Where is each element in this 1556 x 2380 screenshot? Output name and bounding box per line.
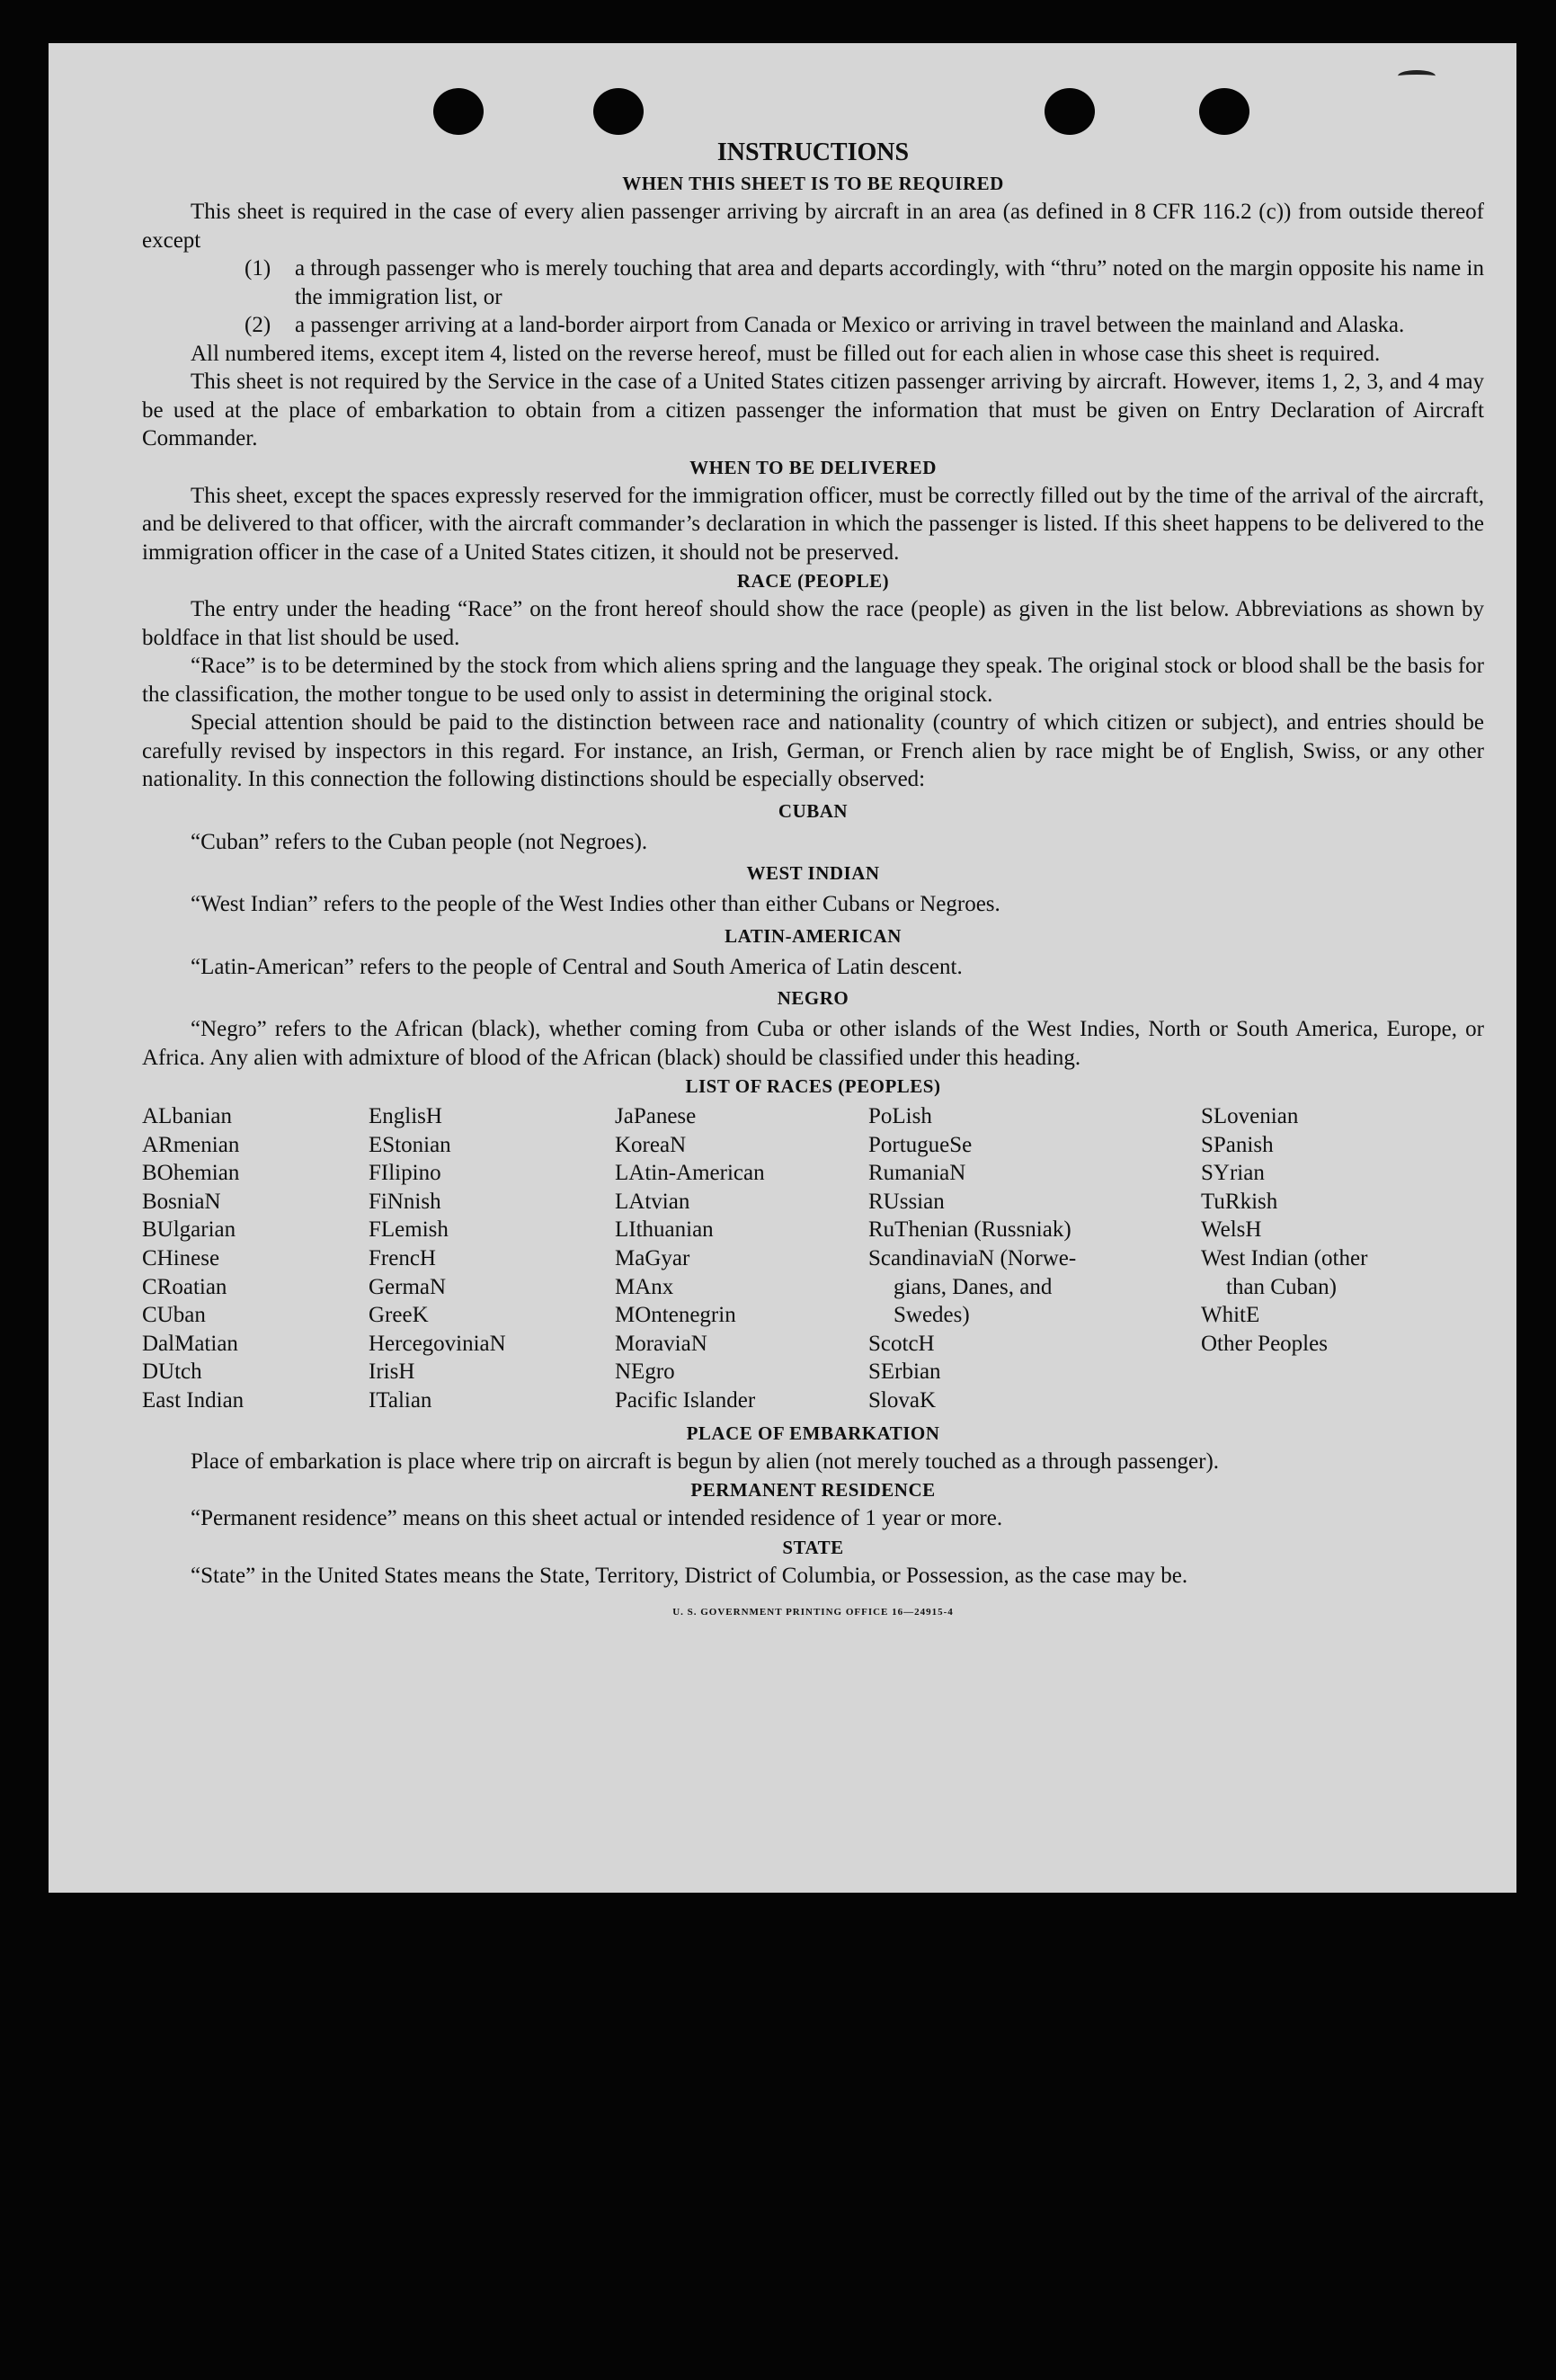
race-list-item: ScotcH <box>868 1331 935 1356</box>
section-heading-embarkation: PLACE OF EMBARKATION <box>686 1422 940 1444</box>
race-list-item: gians, Danes, and <box>894 1274 1053 1299</box>
race-list-item: ScandinaviaN (Norwe- <box>868 1245 1077 1270</box>
section-heading-required: WHEN THIS SHEET IS TO BE REQUIRED <box>622 173 1004 194</box>
section-heading-latin-american: LATIN-AMERICAN <box>725 924 902 947</box>
race-list-item: EnglisH <box>369 1104 442 1128</box>
pencil-mark <box>1398 70 1436 82</box>
paragraph: “West Indian” refers to the people of the West Indies other than either Cubans or Negroes. <box>191 892 1000 916</box>
race-list-item: SlovaK <box>868 1387 936 1413</box>
paragraph: “Permanent residence” means on this sheet actual or intended residence of 1 year or more. <box>191 1506 1003 1531</box>
race-list-item: BUlgarian <box>142 1217 236 1243</box>
item-text: a passenger arriving at a land-border airport from Canada or Mexico or arriving in travel between the mainland and Alaska. <box>295 313 1405 337</box>
race-list-item: ALbanian <box>142 1104 232 1128</box>
punch-hole <box>433 88 484 135</box>
section-heading-west-indian: WEST INDIAN <box>746 862 880 884</box>
paragraph: “State” in the United States means the State, Territory, District of Columbia, or Possession, as the case may be. <box>191 1563 1188 1588</box>
list-item <box>142 311 1484 340</box>
race-list-item: FrencH <box>369 1245 436 1270</box>
races-column <box>615 1102 868 1415</box>
paragraph: “Cuban” refers to the Cuban people (not Negroes). <box>191 829 648 854</box>
race-list-item: HercegoviniaN <box>369 1331 506 1356</box>
race-list-item: FiNnish <box>369 1189 441 1214</box>
race-list-item: GermaN <box>369 1274 447 1299</box>
race-list-item: MaGyar <box>615 1245 690 1270</box>
paragraph: “Race” is to be determined by the stock from which aliens spring and the language they speak. The original stock or blood shall be the basis for the classification, the mother tongue to be used only to assist in determining the original stock. <box>142 654 1484 707</box>
list-item <box>142 254 1484 311</box>
race-list-item: Pacific Islander <box>615 1387 756 1413</box>
punch-hole <box>1199 88 1249 135</box>
paragraph: The entry under the heading “Race” on the front hereof should show the race (people) as given in the list below. Abbreviations as shown by boldface in that list should be used. <box>142 597 1484 650</box>
race-list-item: KoreaN <box>615 1132 687 1157</box>
race-list-item: Swedes) <box>894 1303 970 1328</box>
race-list-item: than Cuban) <box>1226 1274 1337 1299</box>
race-list-item: DalMatian <box>142 1331 238 1356</box>
instructions-content <box>142 137 1484 1627</box>
races-column <box>868 1102 1201 1415</box>
section-heading-races-list: LIST OF RACES (PEOPLES) <box>685 1075 941 1097</box>
race-list-item: DUtch <box>142 1359 202 1385</box>
item-number: (2) <box>245 313 271 337</box>
race-list-item: ITalian <box>369 1387 432 1413</box>
race-list-item: CRoatian <box>142 1274 227 1299</box>
race-list-item: NEgro <box>615 1359 675 1385</box>
paragraph: All numbered items, except item 4, listed on the reverse hereof, must be filled out for each alien in whose case this sheet is required. <box>191 341 1381 366</box>
paragraph: “Negro” refers to the African (black), whether coming from Cuba or other islands of the West Indies, North or South America, Europe, or Africa. Any alien with admixture of blood of the African (black) should be classified under this heading. <box>142 1017 1484 1070</box>
race-list-item: PortugueSe <box>868 1132 973 1157</box>
race-list-item: BosniaN <box>142 1189 221 1214</box>
punch-hole <box>1045 88 1095 135</box>
races-column <box>369 1102 615 1415</box>
race-list-item: SPanish <box>1201 1132 1274 1157</box>
race-list-item: WhitE <box>1201 1303 1260 1328</box>
printing-office-imprint: U. S. GOVERNMENT PRINTING OFFICE 16—24915-4 <box>672 1607 954 1618</box>
race-list-item: RuThenian (Russniak) <box>868 1217 1071 1243</box>
race-list-item: LIthuanian <box>615 1217 714 1243</box>
race-list-item: East Indian <box>142 1387 245 1413</box>
race-list-item: RUssian <box>868 1189 945 1214</box>
race-list-item: MoraviaN <box>615 1331 707 1356</box>
punch-hole <box>593 88 644 135</box>
race-list-item: BOhemian <box>142 1161 240 1186</box>
race-list-item: EStonian <box>369 1132 451 1157</box>
page-title: INSTRUCTIONS <box>716 138 910 166</box>
race-list-item: TuRkish <box>1201 1189 1278 1214</box>
race-list-item: CHinese <box>142 1245 220 1270</box>
races-column <box>142 1102 369 1415</box>
section-heading-state: STATE <box>782 1536 844 1558</box>
race-list-item: SErbian <box>868 1359 941 1385</box>
races-list <box>142 1102 1484 1415</box>
race-list-item: GreeK <box>369 1303 429 1328</box>
race-list-item: LAtin-American <box>615 1161 765 1186</box>
paragraph: “Latin-American” refers to the people of Central and South America of Latin descent. <box>191 954 963 979</box>
race-list-item: JaPanese <box>615 1104 697 1128</box>
race-list-item: MOntenegrin <box>615 1303 736 1328</box>
race-list-item: WelsH <box>1201 1217 1262 1243</box>
section-heading-cuban: CUBAN <box>778 799 849 822</box>
item-number: (1) <box>245 256 271 281</box>
paragraph: Special attention should be paid to the distinction between race and nationality (country of which citizen or subject), and entries should be carefully revised by inspectors in this regard. For instance, an Irish, German, or French alien by race might be of English, Swiss, or any other nationality. In this connection the following distinctions should be especially observed: <box>142 710 1484 791</box>
paragraph: This sheet, except the spaces expressly reserved for the immigration officer, must be correctly filled out by the time of the arrival of the aircraft, and be delivered to that officer, with the aircraft commander’s declaration in which the passenger is listed. If this sheet happens to be delivered to the immigration officer in the case of a United States citizen, it should not be preserved. <box>142 483 1484 565</box>
paragraph: Place of embarkation is place where trip on aircraft is begun by alien (not merely touched as a through passenger). <box>191 1449 1220 1474</box>
race-list-item: PoLish <box>868 1104 932 1128</box>
paragraph: This sheet is required in the case of every alien passenger arriving by aircraft in an area (as defined in 8 CFR 116.2 (c)) from outside thereof except <box>142 200 1484 253</box>
race-list-item: MAnx <box>615 1274 674 1299</box>
paragraph: This sheet is not required by the Service in the case of a United States citizen passenger arriving by aircraft. However, items 1, 2, 3, and 4 may be used at the place of embarkation to obtain from a citizen passenger the information that must be given on Entry Declaration of Aircraft Commander. <box>142 370 1484 450</box>
section-heading-negro: NEGRO <box>777 987 849 1009</box>
race-list-item: RumaniaN <box>868 1161 966 1186</box>
race-list-item: LAtvian <box>615 1189 690 1214</box>
section-heading-residence: PERMANENT RESIDENCE <box>690 1479 936 1502</box>
race-list-item: West Indian (other <box>1201 1245 1368 1270</box>
race-list-item: Other Peoples <box>1201 1331 1328 1356</box>
race-list-item: ARmenian <box>142 1132 240 1157</box>
race-list-item: SYrian <box>1201 1161 1265 1186</box>
section-heading-race: RACE (PEOPLE) <box>736 570 890 592</box>
race-list-item: FLemish <box>369 1217 449 1243</box>
race-list-item: CUban <box>142 1303 206 1328</box>
section-heading-delivered: WHEN TO BE DELIVERED <box>689 456 937 478</box>
race-list-item: SLovenian <box>1201 1104 1299 1128</box>
races-column <box>1201 1102 1435 1415</box>
race-list-item: FIlipino <box>369 1161 441 1186</box>
instruction-sheet <box>49 43 1516 1893</box>
race-list-item: IrisH <box>369 1359 415 1385</box>
item-text: a through passenger who is merely touching that area and departs accordingly, with “thru” noted on the margin opposite his name in the immigration list, or <box>295 256 1484 309</box>
